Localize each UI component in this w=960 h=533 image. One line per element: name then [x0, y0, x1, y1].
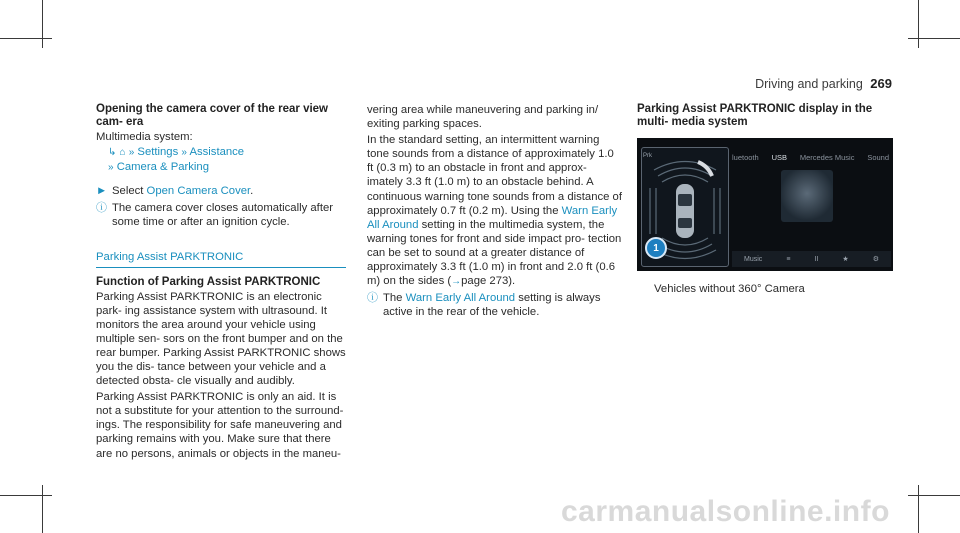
media-controls	[732, 251, 891, 267]
warn-early-link[interactable]: Warn Early All Around	[367, 204, 618, 231]
paragraph-continued: vering area while maneuvering and parking in/ exiting parking spaces.	[367, 104, 599, 131]
system-label: Multimedia system:	[96, 130, 193, 143]
open-camera-cover-link[interactable]: Open Camera Cover	[146, 184, 251, 197]
header-section: Driving and parking	[755, 77, 863, 91]
arrow-right-icon: →	[451, 276, 462, 288]
image-caption: Vehicles without 360° Camera	[654, 283, 805, 295]
paragraph-warning-tones	[367, 133, 622, 289]
nav-settings[interactable]: Settings	[137, 145, 179, 158]
double-chevron-icon: »	[108, 161, 114, 173]
callout-badge: 1	[645, 237, 667, 259]
album-art	[781, 170, 833, 222]
double-chevron-icon: »	[128, 146, 135, 158]
media-tabs	[732, 153, 889, 162]
instruction-step	[96, 184, 346, 198]
crop-mark	[42, 485, 43, 533]
note-suffix: setting is always active in the rear of the vehicle.	[383, 292, 601, 319]
nav-path	[108, 145, 346, 160]
tab-mercedes-music[interactable]: Mercedes Music	[799, 153, 855, 162]
crop-mark	[918, 485, 919, 533]
list-icon[interactable]: ≡	[786, 255, 791, 263]
heading-camera-cover: Opening the camera cover of the rear view cam- era	[96, 103, 328, 129]
heading-display: Parking Assist PARKTRONIC display in the multi- media system	[637, 103, 873, 129]
info-icon: ⓘ	[367, 292, 378, 305]
select-suffix: .	[250, 184, 254, 197]
column-left	[96, 103, 346, 461]
pause-icon[interactable]: II	[814, 255, 819, 263]
note-always-active	[367, 291, 622, 319]
paragraph-function: Parking Assist PARKTRONIC is an electronic park- ing assistance system with ultrasound. It monitors the area around your vehicle using multiple sen- sors on the front bumper and on the rear bumper. Parking Assist PARKTRONIC shows you the dis- tance between your vehicle and a detected obsta- cle visually and audibly.	[96, 290, 346, 388]
subheading-function: Function of Parking Assist PARKTRONIC	[96, 276, 321, 289]
warning-text-c: ).	[508, 275, 516, 288]
crop-mark	[908, 38, 960, 39]
nav-camera-parking[interactable]: Camera & Parking	[116, 160, 209, 173]
warning-text-a: In the standard setting, an intermittent warning tone sounds from a distance of approximately 1.0 ft (0.3 m) to an obstacle in front and approx- imately 3.3 ft (1.0 m) to an obstacle behind. A continuous warning tone sounds from a distance of approximately 0.7 ft (0.2 m). Using the	[367, 134, 622, 217]
column-right	[637, 103, 893, 130]
home-icon[interactable]: ⌂	[119, 146, 126, 158]
watermark: carmanualsonline.info	[561, 495, 890, 528]
play-triangle-icon: ►	[96, 184, 108, 197]
crop-mark	[918, 0, 919, 48]
page-number: 269	[870, 76, 892, 91]
tab-sound[interactable]: Sound	[867, 153, 889, 162]
warn-early-note-link[interactable]: Warn Early All Around	[405, 292, 516, 305]
double-chevron-icon: »	[181, 146, 187, 158]
music-button[interactable]: Music	[744, 255, 763, 263]
tab-usb[interactable]: USB	[771, 153, 787, 162]
note-text: The camera cover closes automatically after some time or after an ignition cycle.	[112, 201, 334, 229]
star-icon[interactable]: ★	[842, 256, 849, 263]
section-title: Parking Assist PARKTRONIC	[96, 250, 346, 268]
crop-mark	[0, 495, 52, 496]
parking-label: Prk	[643, 153, 652, 159]
note-prefix: The	[383, 292, 403, 305]
tab-bluetooth[interactable]: luetooth	[732, 153, 759, 162]
paragraph-aid: Parking Assist PARKTRONIC is only an aid. It is not a substitute for your attention to the surround- ings. The responsibility for safe maneuvering and parking remains with you. Make sure that there are no persons, animals or objects in the maneu-	[96, 391, 344, 460]
page-reference[interactable]: page 273	[461, 275, 509, 288]
crop-mark	[42, 0, 43, 48]
crop-mark	[908, 495, 960, 496]
parktronic-screen-image	[637, 138, 893, 271]
warning-text-b: setting in the multimedia system, the warning tones for front and side impact pro- tection can be set to sound at a greater distance of approximately 3.3 ft (1.0 m) in front and 2.0 ft (0.6 m) on the sides (	[367, 218, 622, 288]
note-camera-cover	[96, 201, 346, 229]
info-icon: ⓘ	[96, 201, 107, 214]
select-prefix: Select	[112, 184, 144, 197]
page-header	[755, 76, 892, 91]
nav-assistance[interactable]: Assistance	[189, 145, 245, 158]
gear-icon[interactable]: ⚙	[872, 256, 879, 263]
return-arrow-icon: ↳	[108, 146, 117, 158]
crop-mark	[0, 38, 52, 39]
nav-path-2	[108, 160, 346, 175]
column-middle	[367, 103, 622, 319]
